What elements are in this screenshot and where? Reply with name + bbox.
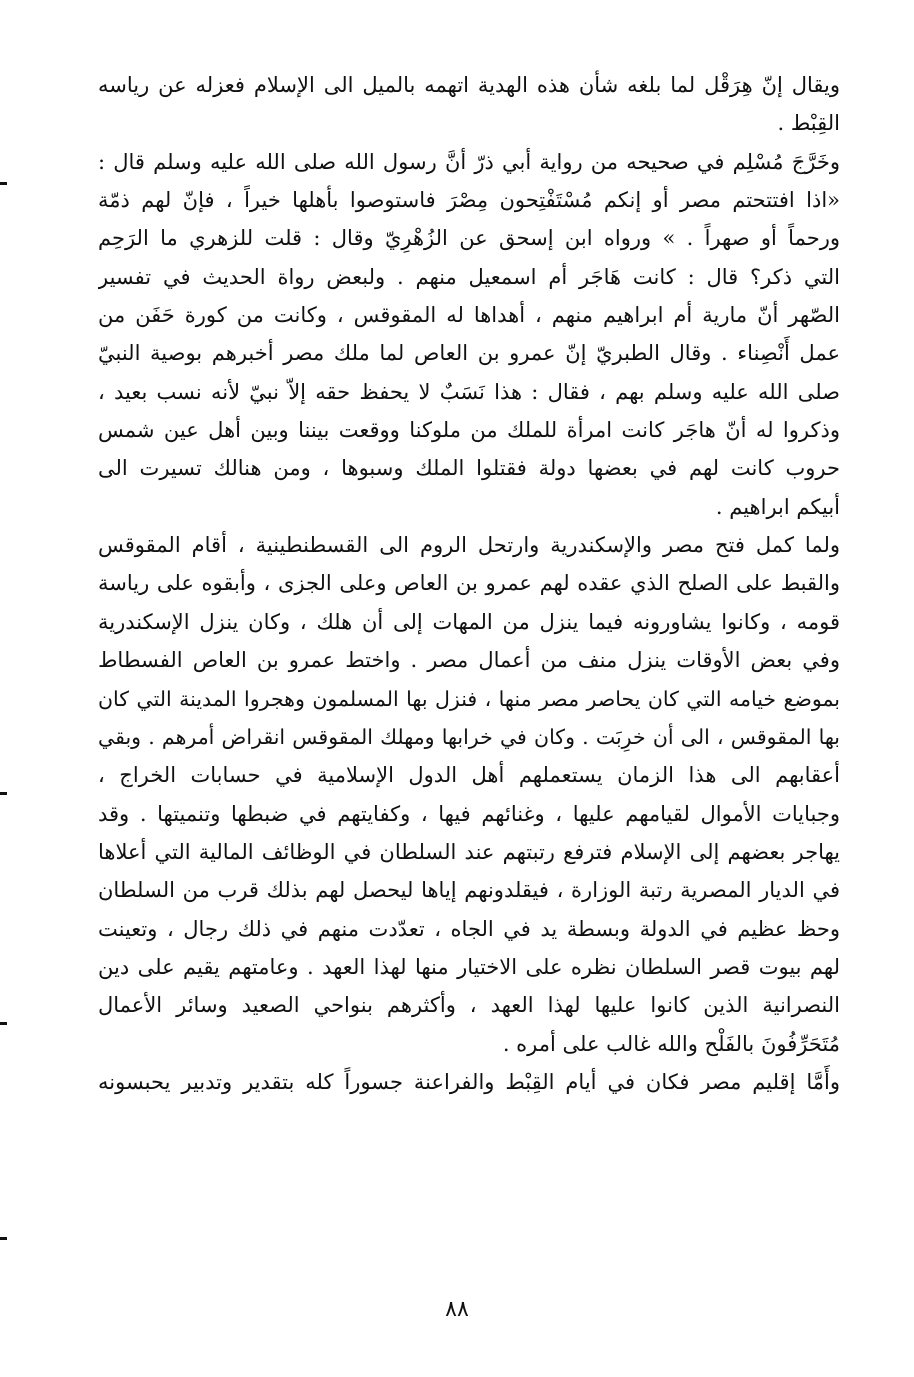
text-line: لهم بيوت قصر السلطان نظره على الاختيار منها لهذا العهد . وعامتهم يقيم على دين bbox=[98, 954, 840, 979]
text-line: ويقال إنّ هِرَقْل لما بلغه شأن هذه الهدية اتهمه بالميل الى الإسلام فعزله عن رياسه bbox=[98, 73, 840, 97]
margin-mark bbox=[0, 182, 7, 185]
body-text bbox=[98, 66, 840, 1101]
text-line: في الديار المصرية رتبة الوزارة ، فيقلدونهم إياها ليحصل لهم بذلك قرب من السلطان bbox=[98, 878, 840, 903]
text-line: عمل أَنْصِناء . وقال الطبريّ إنّ عمرو بن العاص لما ملك مصر أخبرهم بوصية النبيّ bbox=[98, 341, 840, 366]
page-number: ٨٨ bbox=[445, 1297, 469, 1322]
text-line: «اذا افتتحتم مصر أو إنكم مُسْتَفْتِحون مِصْرَ فاستوصوا بأهلها خيراً ، فإنّ لهم ذمّة bbox=[98, 188, 840, 213]
text-line: يهاجر بعضهم إلى الإسلام فترفع رتبتهم عند السلطان في الوظائف المالية التي أعلاها bbox=[98, 839, 840, 864]
text-line: بموضع خيامه التي كان يحاصر مصر منها ، فنزل بها المسلمون وهجروا المدينة التي كان bbox=[98, 686, 840, 711]
text-line: صلى الله عليه وسلم بهم ، فقال : هذا نَسَبٌ لا يحفظ حقه إلاّ نبيّ لأنه نسب بعيد ، bbox=[98, 379, 840, 404]
text-line: التي ذكر؟ قال : كانت هَاجَر أم اسمعيل منهم . ولبعض رواة الحديث في تفسير bbox=[98, 264, 840, 289]
text-line: القِبْط . bbox=[777, 111, 840, 136]
text-line: والقبط على الصلح الذي عقده لهم عمرو بن العاص وعلى الجزى ، وأبقوه على رياسة bbox=[98, 571, 840, 596]
text-line: وفي بعض الأوقات ينزل منف من أعمال مصر . واختط عمرو بن العاص الفسطاط bbox=[98, 648, 840, 673]
text-line: وأَمَّا إقليم مصر فكان في أيام القِبْط والفراعنة جسوراً كله بتقدير وتدبير يحبسونه bbox=[98, 1069, 840, 1094]
text-line: وجبايات الأموال لقيامهم عليها ، وغنائهم فيها ، وكفايتهم في ضبطها وتنميتها . وقد bbox=[98, 801, 840, 826]
margin-mark bbox=[0, 792, 7, 795]
text-line: أعقابهم الى هذا الزمان يستعملهم أهل الدول الإسلامية في حسابات الخراج ، bbox=[98, 763, 840, 788]
text-line: وخَرَّجَ مُسْلِم في صحيحه من رواية أبي ذرّ أنَّ رسول الله صلى الله عليه وسلم قال : bbox=[98, 149, 840, 174]
text-line: ورحماً أو صهراً . » ورواه ابن إسحق عن الزُهْرِيّ وقال : قلت للزهري ما الرَحِم bbox=[98, 226, 840, 251]
text-line: وحظ عظيم في الدولة وبسطة يد في الجاه ، تعدّدت منهم في ذلك رجال ، وتعينت bbox=[98, 916, 840, 941]
text-line: الصّهر أنّ مارية أم ابراهيم منهم ، أهداها له المقوقس ، وكانت من كورة حَفَن من bbox=[98, 303, 840, 328]
text-line: أبيكم ابراهيم . bbox=[715, 494, 840, 519]
margin-mark bbox=[0, 1022, 7, 1025]
text-line: بها المقوقس ، الى أن خرِبَت . وكان في خرابها ومهلك المقوقس انقراض أمرهم . وبقي bbox=[98, 724, 840, 749]
text-line: مُتَحَرِّفُونَ بالفَلْح والله غالب على أمره . bbox=[502, 1031, 840, 1056]
margin-mark bbox=[0, 1237, 7, 1240]
text-line: حروب كانت لهم في بعضها دولة فقتلوا الملك وسبوها ، ومن هنالك تسيرت الى bbox=[98, 456, 840, 481]
text-line: ولما كمل فتح مصر والإسكندرية وارتحل الروم الى القسطنطينية ، أقام المقوقس bbox=[98, 533, 840, 558]
text-line: وذكروا له أنّ هاجَر كانت امرأة للملك من ملوكنا ووقعت بيننا وبين أهل عين شمس bbox=[98, 418, 840, 443]
text-line: النصرانية الذين كانوا عليها لهذا العهد ، وأكثرهم بنواحي الصعيد وسائر الأعمال bbox=[98, 993, 840, 1018]
text-line: قومه ، وكانوا يشاورونه فيما ينزل من المهات إلى أن هلك ، وكان ينزل الإسكندرية bbox=[98, 609, 840, 634]
